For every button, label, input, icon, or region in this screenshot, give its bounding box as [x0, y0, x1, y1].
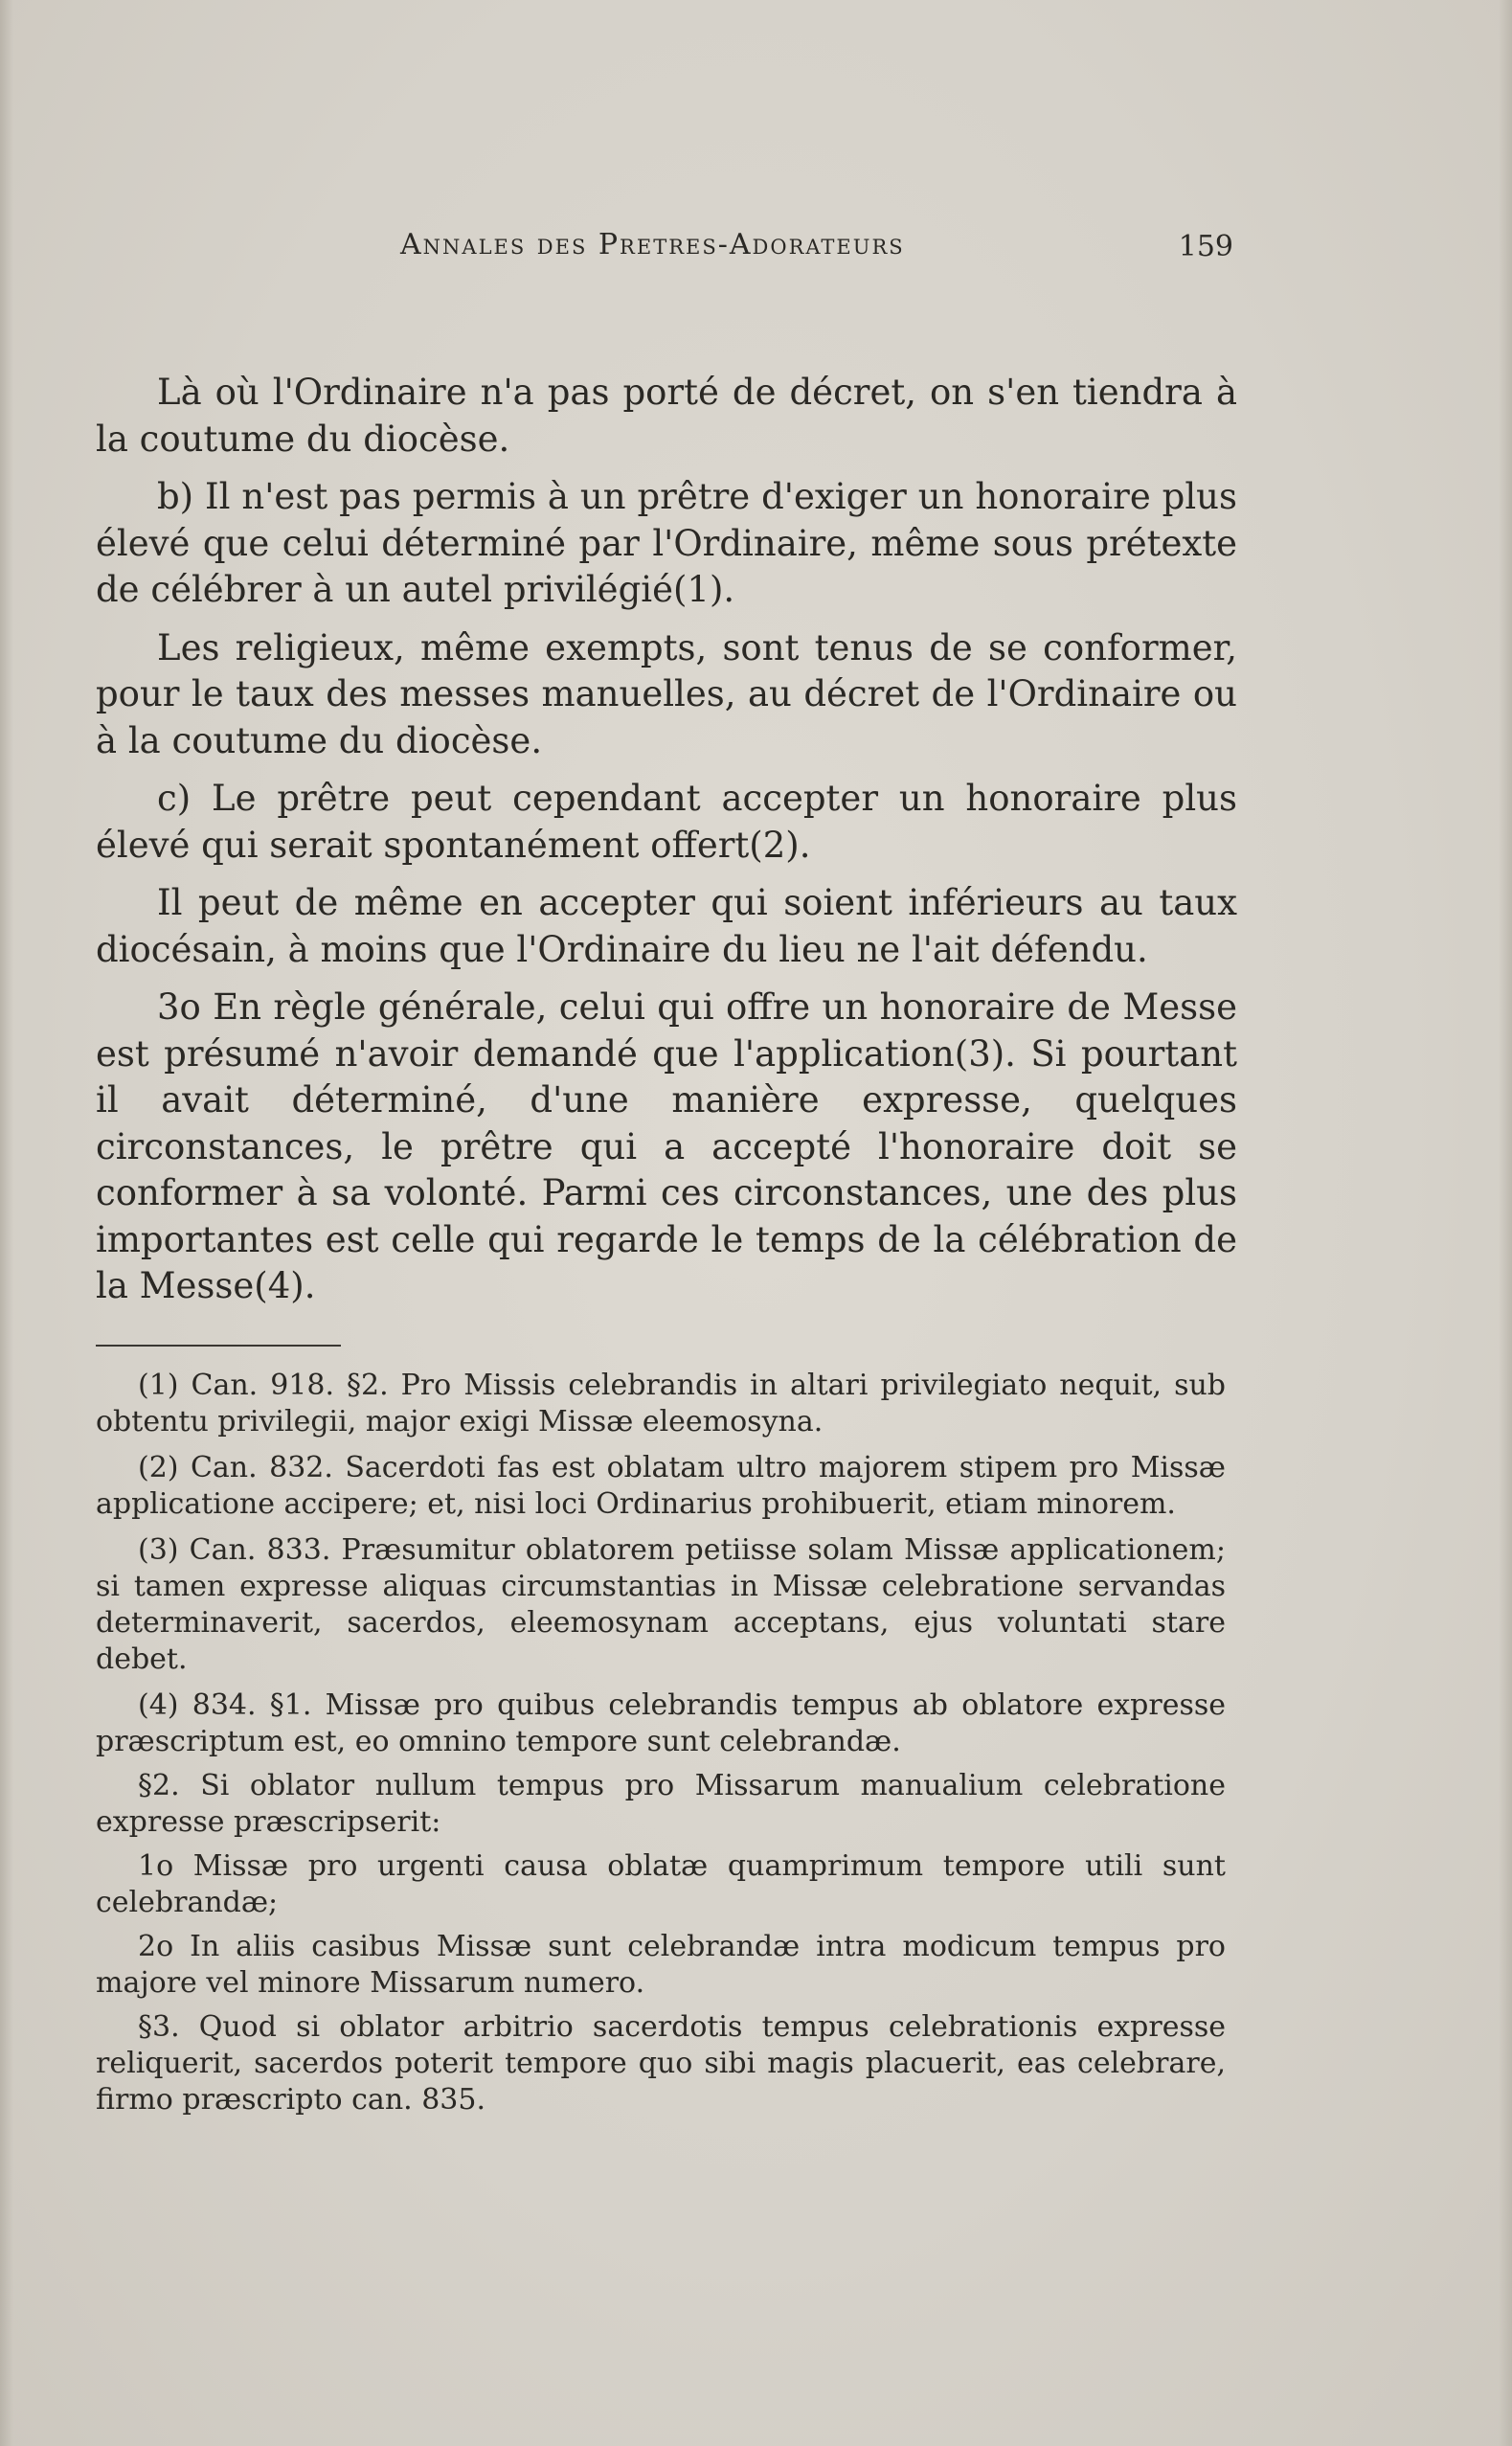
- paragraph: Il peut de même en accepter qui soient inférieurs au taux diocésain, à moins que l'Ordinaire du lieu ne l'ait défendu.: [96, 882, 1237, 970]
- footnote: (2) Can. 832. Sacerdoti fas est oblatam ultro majorem stipem pro Missæ applicatione accipere; et, nisi loci Ordinarius prohibuerit, etiam minorem.: [96, 1451, 1226, 1521]
- paragraph: 3o En règle générale, celui qui offre un honoraire de Messe est présumé n'avoir demandé que l'application(3). Si pourtant il avait déterminé, d'une manière expresse, quelques circonstances, le prêtre qui a accepté l'honoraire doit se conformer à sa volonté. Parmi ces circonstances, une des plus importantes est celle qui regarde le temps de la célébration de la Messe(4).: [96, 986, 1237, 1306]
- footnote: (4) 834. §1. Missæ pro quibus celebrandis tempus ab oblatore expresse præscriptum est, eo omnino tempore sunt celebrandæ.: [96, 1688, 1226, 1758]
- footnote: (1) Can. 918. §2. Pro Missis celebrandis in altari privilegiato nequit, sub obtentu privilegii, major exigi Missæ eleemosyna.: [96, 1369, 1226, 1438]
- footnote: 2o In aliis casibus Missæ sunt celebrandæ intra modicum tempus pro majore vel minore Missarum numero.: [96, 1930, 1226, 2000]
- page-number: 159: [1178, 230, 1233, 263]
- main-text: [96, 370, 1237, 1322]
- footnote: §3. Quod si oblator arbitrio sacerdotis tempus celebrationis expresse reliquerit, sacerdos poterit tempore quo sibi magis placuerit, eas celebrare, firmo præscripto can. 835.: [96, 2010, 1226, 2117]
- paragraph: Là où l'Ordinaire n'a pas porté de décret, on s'en tiendra à la coutume du diocèse.: [96, 372, 1237, 460]
- paragraph: c) Le prêtre peut cependant accepter un honoraire plus élevé qui serait spontanément offert(2).: [96, 778, 1237, 866]
- footnote: 1o Missæ pro urgenti causa oblatæ quamprimum tempore utili sunt celebrandæ;: [96, 1849, 1226, 1919]
- page-edge-left: [0, 0, 13, 2446]
- page-edge-right: [1499, 0, 1512, 2446]
- running-title: Annales des Pretres-Adorateurs: [400, 228, 905, 261]
- footnote: §2. Si oblator nullum tempus pro Missarum manualium celebratione expresse præscripserit:: [96, 1769, 1226, 1839]
- footnotes: [96, 1368, 1226, 2126]
- paragraph: b) Il n'est pas permis à un prêtre d'exiger un honoraire plus élevé que celui déterminé par l'Ordinaire, même sous prétexte de célébrer à un autel privilégié(1).: [96, 476, 1237, 610]
- footnote: (3) Can. 833. Præsumitur oblatorem petiisse solam Missæ applicationem; si tamen expresse aliquas circumstantias in Missæ celebratione servandas determinaverit, sacerdos, eleemosynam acceptans, ejus voluntati stare debet.: [96, 1533, 1226, 1676]
- page-header: [400, 228, 1233, 276]
- paragraph: Les religieux, même exempts, sont tenus de se conformer, pour le taux des messes manuelles, au décret de l'Ordinaire ou à la coutume du diocèse.: [96, 626, 1237, 761]
- footnote-separator: [96, 1345, 341, 1347]
